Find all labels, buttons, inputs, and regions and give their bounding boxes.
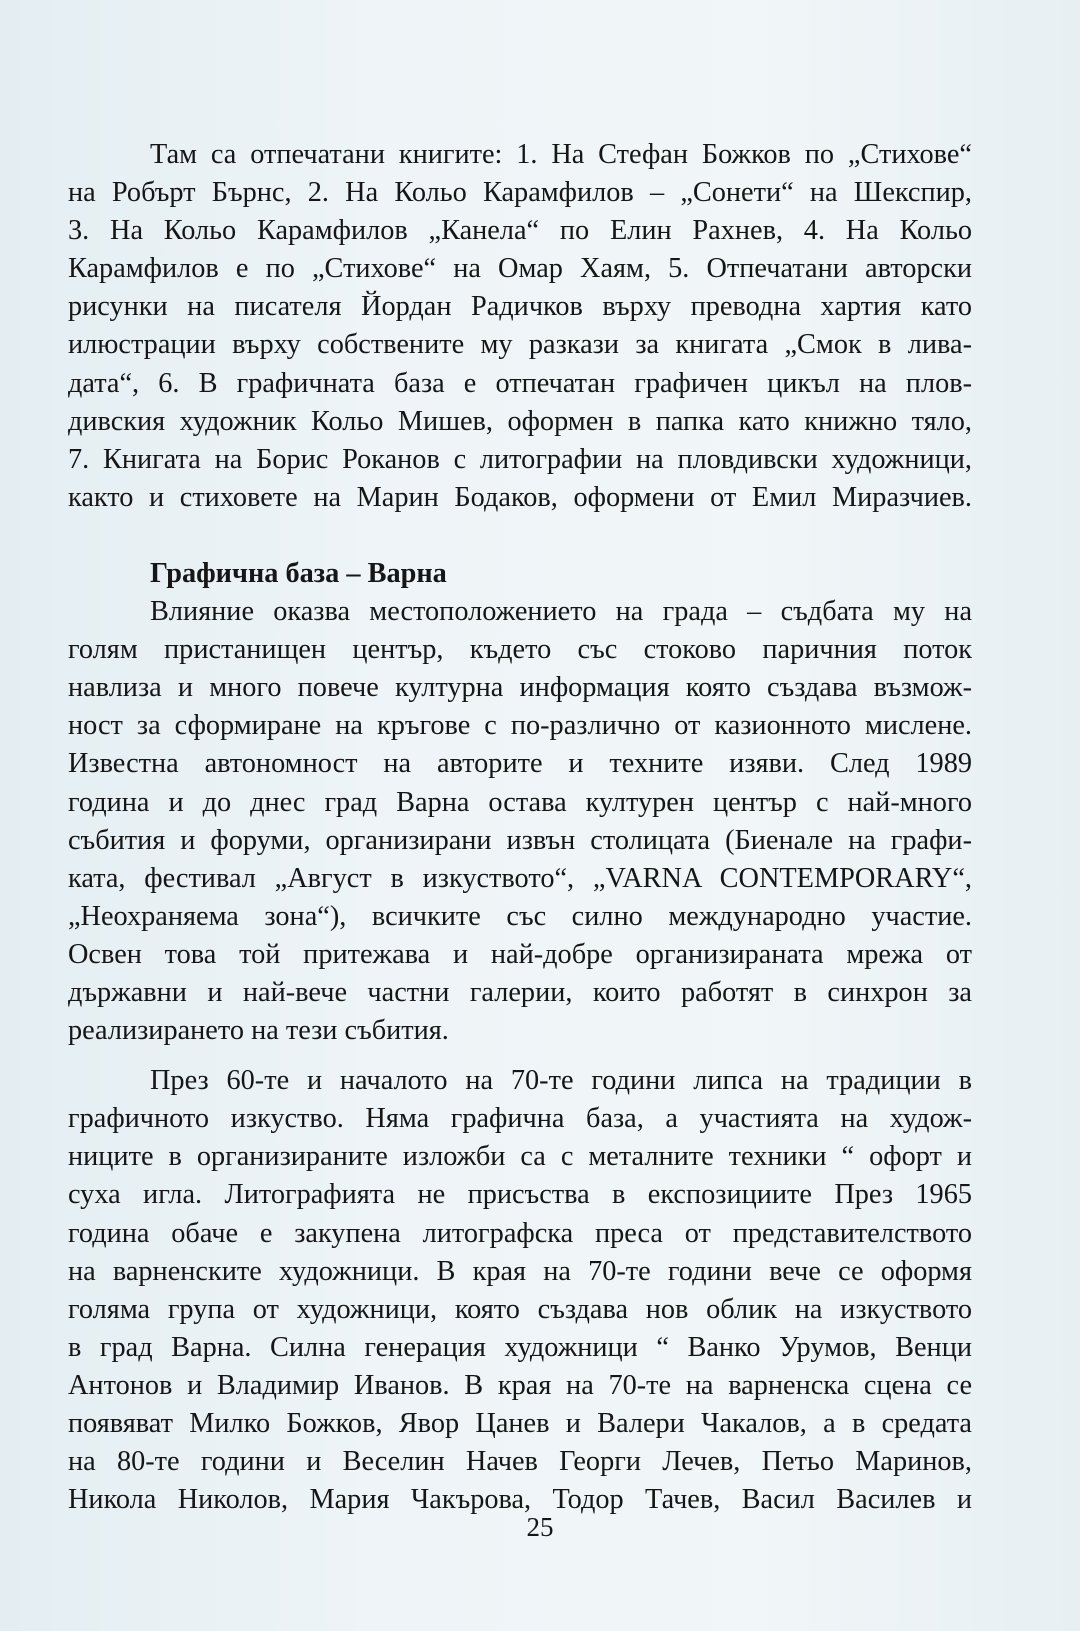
text-line: Влияние оказва местоположението на града – съдбата му на [150,596,972,628]
text-line: дата“, 6. В графичната база е отпечатан графичен цикъл на плов- [68,367,972,399]
paragraph-sixties-seventies [68,1062,972,1519]
text-line: голям пристанищен център, където със стоково паричния поток [68,634,972,666]
text-line: голяма група от художници, която създава нов облик на изкуството [68,1293,972,1325]
text-line: Никола Николов, Мария Чакърова, Тодор Тачев, Васил Василев и [68,1484,972,1516]
text-line: на варненските художници. В края на 70-те години вече се оформя [68,1255,972,1287]
text-line: суха игла. Литографията не присъства в експозициите През 1965 [68,1179,972,1211]
text-line: събития и форуми, организирани извън столицата (Биенале на графи- [68,824,972,856]
text-line: на Робърт Бърнс, 2. На Кольо Карамфилов – „Сонети“ на Шекспир, [68,177,972,209]
text-line: 7. Книгата на Борис Роканов с литографии на пловдивски художници, [68,443,972,475]
text-line: 3. На Кольо Карамфилов „Канела“ по Елин Рахнев, 4. На Кольо [68,215,972,247]
body-text [68,136,972,1519]
text-line: ност за сформиране на кръгове с по-различно от казионното мислене. [68,710,972,742]
text-line: година обаче е закупена литографска преса от представителството [68,1217,972,1249]
page-number: 25 [526,1512,554,1542]
text-line: в град Варна. Силна генерация художници “ Ванко Урумов, Венци [68,1331,972,1363]
text-line: както и стиховете на Марин Бодаков, оформени от Емил Миразчиев. [68,481,972,513]
text-line: рисунки на писателя Йордан Радичков върху преводна хартия като [68,291,972,323]
text-line: реализирането на тези събития. [68,1015,449,1047]
text-line: появяват Милко Божков, Явор Цанев и Валери Чакалов, а в средата [68,1408,972,1439]
text-line: навлиза и много повече културна информация която създава възмож- [68,672,972,704]
text-line: ката, фестивал „Август в изкуството“, „VARNA CONTEMPORARY“, [68,862,972,894]
text-line: дивския художник Кольо Мишев, оформен в папка като книжно тяло, [68,405,972,437]
text-line: илюстрации върху собствените му разкази за книгата „Смок в лива- [68,329,972,361]
text-line: Там са отпечатани книгите: 1. На Стефан Божков по „Стихове“ [150,139,972,170]
section-heading: Графична база – Варна [150,557,447,589]
text-line: ниците в организираните изложби са с металните техники “ офорт и [68,1141,972,1173]
text-line: графичното изкуство. Няма графична база, а участията на худож- [68,1103,972,1135]
text-line: Известна автономност на авторите и техните изяви. След 1989 [68,748,972,780]
paragraph-printed-books [68,136,972,517]
text-line: държавни и най-вече частни галерии, които работят в синхрон за [68,976,972,1008]
text-line: година и до днес град Варна остава културен център с най-много [68,786,972,818]
text-line: През 60-те и началото на 70-те години липса на традиции в [150,1065,972,1097]
text-line: на 80-те години и Веселин Начев Георги Лечев, Петьо Маринов, [68,1446,972,1478]
text-line: Антонов и Владимир Иванов. В края на 70-те на варненска сцена се [68,1369,972,1401]
text-line: Карамфилов е по „Стихове“ на Омар Хаям, 5. Отпечатани авторски [68,253,972,285]
text-line: Освен това той притежава и най-добре организираната мрежа от [68,938,972,970]
text-line: „Неохраняема зона“), всичките със силно международно участие. [68,900,972,932]
paragraph-varna-location [68,593,972,1050]
